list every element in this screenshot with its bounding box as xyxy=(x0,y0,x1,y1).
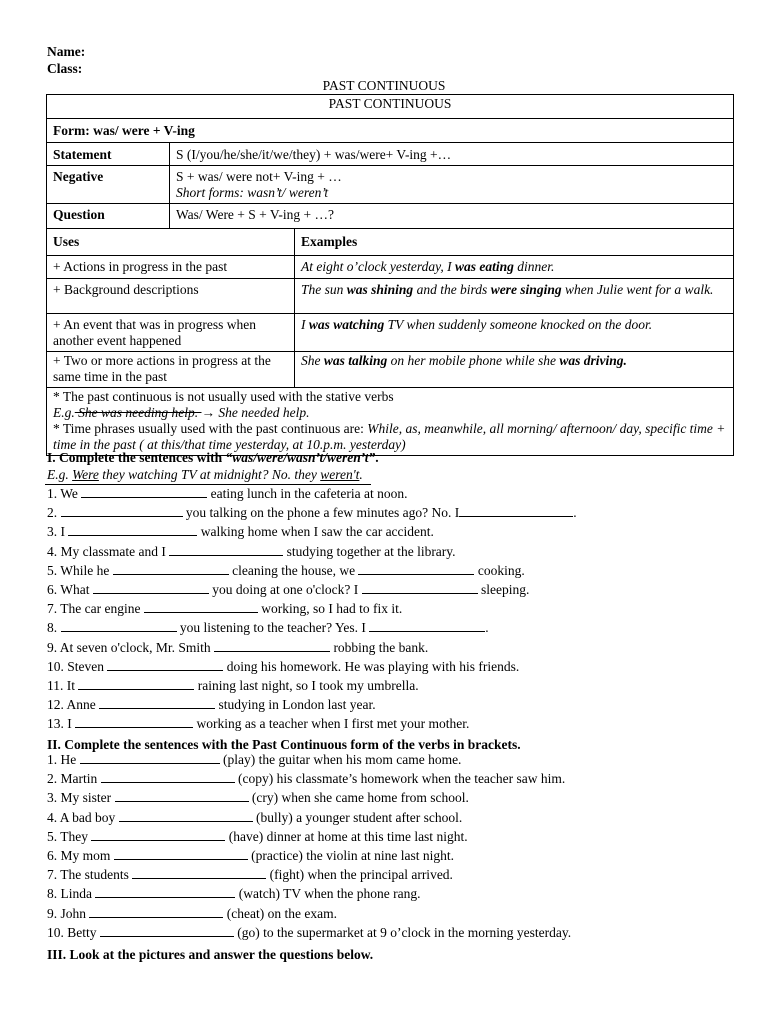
class-label: Class: xyxy=(47,61,83,76)
exercise-item xyxy=(47,751,461,768)
exercise-item xyxy=(47,696,376,713)
text-segment: 4. A bad boy xyxy=(47,809,119,825)
text-segment: . xyxy=(359,467,363,482)
text-segment: walking home when I saw the car accident. xyxy=(197,524,434,540)
text-segment: 9. At seven o'clock, Mr. Smith xyxy=(47,639,215,655)
answer-blank[interactable] xyxy=(100,924,234,937)
use-cell: + Background descriptions xyxy=(47,279,295,314)
section-3-heading: III. Look at the pictures and answer the questions below. xyxy=(47,947,374,962)
answer-blank[interactable] xyxy=(358,562,474,575)
text-segment: you listening to the teacher? Yes. I xyxy=(176,620,370,636)
negative-cell xyxy=(170,166,734,204)
text-segment: . xyxy=(485,620,489,636)
answer-blank[interactable] xyxy=(459,504,573,517)
exercise-item xyxy=(47,677,419,694)
text-segment: were singing xyxy=(490,282,562,297)
text-segment: E.g. xyxy=(47,467,73,482)
exercise-item xyxy=(47,715,469,732)
answer-blank[interactable] xyxy=(115,789,249,802)
text-segment: (fight) when the principal arrived. xyxy=(266,867,453,883)
answer-blank[interactable] xyxy=(89,905,223,918)
use-cell: + Two or more actions in progress at the same time in the past xyxy=(47,352,295,388)
text-segment: working, so I had to fix it. xyxy=(257,601,403,617)
text-segment: working as a teacher when I first met your mother. xyxy=(193,716,470,732)
notes-cell xyxy=(47,388,734,456)
text-segment: Were xyxy=(72,467,99,482)
section-1-example-text xyxy=(47,467,363,482)
text-segment: was driving. xyxy=(559,353,627,368)
text-segment: 8. xyxy=(47,620,61,636)
section-1-example xyxy=(47,467,363,483)
exercise-item xyxy=(47,658,519,675)
answer-blank[interactable] xyxy=(99,696,215,709)
use-cell: + Actions in progress in the past xyxy=(47,256,295,279)
answer-blank[interactable] xyxy=(91,828,225,841)
text-segment: cleaning the house, we xyxy=(228,562,359,578)
text-segment: was watching xyxy=(308,317,385,332)
note-stative: * The past continuous is not usually used with the stative verbs xyxy=(53,389,394,404)
text-segment: you talking on the phone a few minutes ago? No. I xyxy=(182,505,460,521)
section-1-heading xyxy=(47,450,379,466)
section-2-heading: II. Complete the sentences with the Past Continuous form of the verbs in brackets. xyxy=(47,737,521,752)
uses-header: Uses xyxy=(47,229,295,256)
text-segment: The sun xyxy=(301,282,347,297)
text-segment: was eating xyxy=(454,259,514,274)
section-1-heading-suffix: . xyxy=(375,450,379,465)
table-caption: PAST CONTINUOUS xyxy=(47,95,734,119)
answer-blank[interactable] xyxy=(75,715,193,728)
text-segment: sleeping. xyxy=(477,582,530,597)
note-eg-wrong: She was needing help. xyxy=(74,405,202,420)
text-segment: TV when suddenly someone knocked on the door. xyxy=(384,317,653,332)
text-segment: (copy) his classmate’s homework when the teacher saw him. xyxy=(234,771,566,787)
section-1-heading-quote: “was/were/wasn’t/weren’t” xyxy=(225,450,376,465)
exercise-item xyxy=(47,581,529,598)
name-label: Name: xyxy=(47,44,86,59)
text-segment: when Julie went for a walk. xyxy=(561,282,714,297)
answer-blank[interactable] xyxy=(81,485,207,498)
answer-blank[interactable] xyxy=(214,639,330,652)
answer-blank[interactable] xyxy=(61,504,183,517)
text-segment: 13. I xyxy=(47,716,76,732)
text-segment: 2. xyxy=(47,505,61,521)
answer-blank[interactable] xyxy=(68,523,197,536)
text-segment: At eight o’clock yesterday, I xyxy=(301,259,455,274)
exercise-item xyxy=(47,885,420,902)
answer-blank[interactable] xyxy=(61,619,177,632)
exercise-item xyxy=(47,485,407,502)
text-segment: raining last night, so I took my umbrella. xyxy=(194,678,419,693)
answer-blank[interactable] xyxy=(119,809,253,822)
answer-blank[interactable] xyxy=(95,885,235,898)
text-segment: 1. He xyxy=(47,752,80,767)
answer-blank[interactable] xyxy=(93,581,209,594)
text-segment: (play) the guitar when his mom came home. xyxy=(219,752,462,767)
statement-label: Statement xyxy=(47,143,170,166)
text-segment: eating lunch in the cafeteria at noon. xyxy=(207,486,408,501)
question-value: Was/ Were + S + V-ing + …? xyxy=(170,204,734,229)
text-segment: (have) dinner at home at this time last night. xyxy=(225,828,468,844)
answer-blank[interactable] xyxy=(114,847,248,860)
exercise-item xyxy=(47,504,577,521)
text-segment: 3. I xyxy=(47,524,69,540)
text-segment: 8. Linda xyxy=(47,886,96,902)
answer-blank[interactable] xyxy=(132,866,266,879)
answer-blank[interactable] xyxy=(169,543,283,556)
exercise-item xyxy=(47,809,462,826)
example-cell xyxy=(295,256,734,279)
text-segment: cooking. xyxy=(474,562,525,578)
statement-value: S (I/you/he/she/it/we/they) + was/were+ V-ing +… xyxy=(170,143,734,166)
question-label: Question xyxy=(47,204,170,229)
text-segment: was talking xyxy=(323,353,388,368)
answer-blank[interactable] xyxy=(101,770,235,783)
negative-value: S + was/ were not+ V-ing + … xyxy=(176,169,342,184)
answer-blank[interactable] xyxy=(107,658,223,671)
text-segment: 1. We xyxy=(47,486,82,501)
exercise-item xyxy=(47,770,565,787)
text-segment: 2. Martin xyxy=(47,771,101,787)
use-cell: + An event that was in progress when another event happened xyxy=(47,314,295,352)
exercise-item xyxy=(47,523,434,540)
answer-blank[interactable] xyxy=(362,581,478,594)
text-segment: (practice) the violin at nine last night. xyxy=(247,848,454,863)
note-time-list: While, as, meanwhile, all morning/ afternoon/ day, specific time + time in the past ( at this/that time yesterday, at 10.p.m. yesterday) xyxy=(53,421,726,452)
text-segment: weren't xyxy=(320,467,360,482)
text-segment: 6. My mom xyxy=(47,848,114,863)
section-1-heading-prefix: I. Complete the sentences with xyxy=(47,450,226,465)
text-segment: doing his homework. He was playing with his friends. xyxy=(223,658,520,674)
example-cell xyxy=(295,352,734,388)
note-eg-prefix: E.g. xyxy=(53,405,75,420)
note-example xyxy=(53,405,727,421)
form-row: Form: was/ were + V-ing xyxy=(47,119,734,143)
exercise-item xyxy=(47,619,489,636)
answer-blank[interactable] xyxy=(113,562,229,575)
text-segment: 12. Anne xyxy=(47,697,100,713)
answer-blank[interactable] xyxy=(80,751,220,764)
text-segment: 10. Steven xyxy=(47,658,108,674)
exercise-item xyxy=(47,828,468,845)
exercise-item xyxy=(47,639,428,656)
answer-blank[interactable] xyxy=(78,677,194,690)
text-segment: 9. John xyxy=(47,905,90,921)
text-segment: (watch) TV when the phone rang. xyxy=(235,886,421,902)
text-segment: robbing the bank. xyxy=(330,639,429,655)
exercise-item xyxy=(47,789,469,806)
text-segment: you doing at one o'clock? I xyxy=(208,582,362,597)
text-segment: they watching TV at midnight? No. they xyxy=(98,467,321,482)
text-segment: was shining xyxy=(346,282,414,297)
text-segment: dinner. xyxy=(513,259,555,274)
text-segment: 11. It xyxy=(47,678,79,693)
examples-header: Examples xyxy=(295,229,734,256)
text-segment: 4. My classmate and I xyxy=(47,543,170,559)
text-segment: 7. The car engine xyxy=(47,601,144,617)
note-time-prefix: * Time phrases usually used with the past continuous are: xyxy=(53,421,368,436)
text-segment: 6. What xyxy=(47,582,93,597)
note-time-phrases xyxy=(53,421,727,453)
note-eg-right: She needed help. xyxy=(214,405,310,420)
text-segment: studying together at the library. xyxy=(283,543,456,559)
text-segment: (cry) when she came home from school. xyxy=(248,790,469,806)
exercise-item xyxy=(47,905,337,922)
text-segment: . xyxy=(573,505,577,521)
exercise-item xyxy=(47,924,571,941)
exercise-item xyxy=(47,866,453,883)
exercise-item xyxy=(47,847,454,864)
example-cell xyxy=(295,314,734,352)
text-segment: studying in London last year. xyxy=(215,697,376,713)
example-cell xyxy=(295,279,734,314)
text-segment: on her mobile phone while she xyxy=(387,353,560,368)
page-title: PAST CONTINUOUS xyxy=(322,78,446,93)
text-segment: 5. They xyxy=(47,828,92,844)
text-segment: and the birds xyxy=(413,282,491,297)
text-segment: She xyxy=(301,353,324,368)
exercise-item xyxy=(47,543,456,560)
negative-short-forms: Short forms: wasn’t/ weren’t xyxy=(176,185,329,200)
text-segment: 10. Betty xyxy=(47,924,100,940)
answer-blank[interactable] xyxy=(144,600,258,613)
exercise-item xyxy=(47,562,525,579)
arrow-icon: → xyxy=(201,405,215,420)
text-segment: (go) to the supermarket at 9 o’clock in the morning yesterday. xyxy=(233,924,572,940)
exercise-item xyxy=(47,600,402,617)
text-segment: (bully) a younger student after school. xyxy=(252,809,463,825)
grammar-table xyxy=(46,94,734,456)
text-segment: I xyxy=(301,317,309,332)
negative-label: Negative xyxy=(47,166,170,204)
text-segment: (cheat) on the exam. xyxy=(223,905,337,921)
text-segment: 3. My sister xyxy=(47,790,115,806)
text-segment: 7. The students xyxy=(47,867,133,883)
answer-blank[interactable] xyxy=(369,619,485,632)
text-segment: 5. While he xyxy=(47,562,113,578)
